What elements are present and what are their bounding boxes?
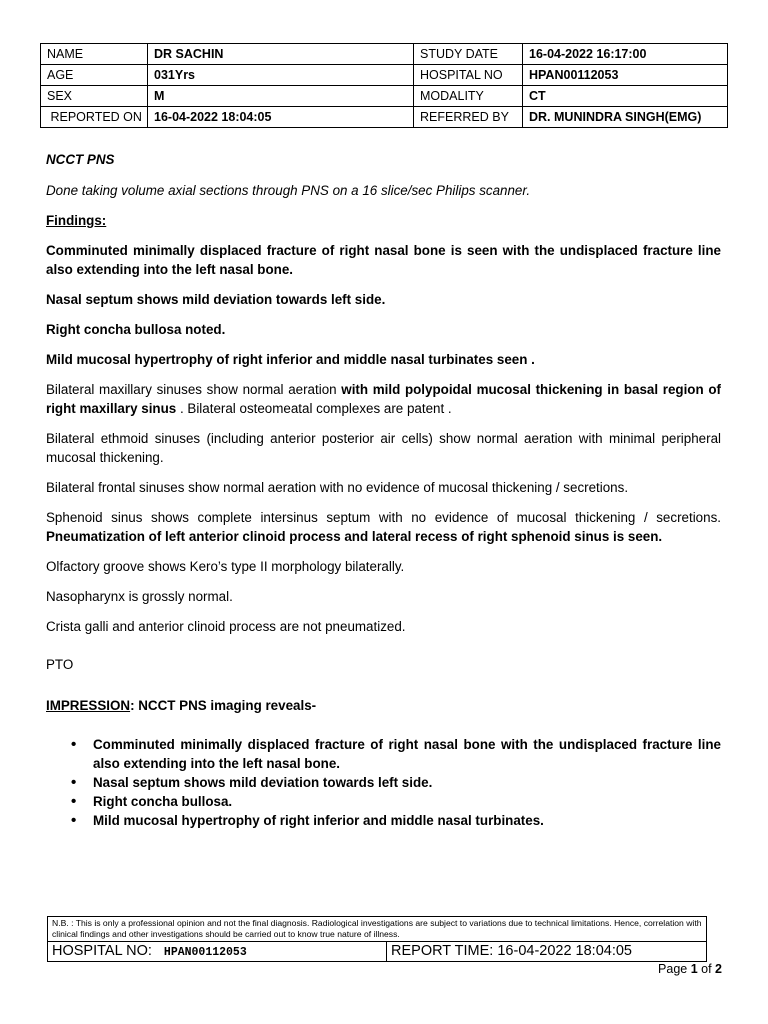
sphenoid-text-a: Sphenoid sinus shows complete intersinus septum with no evidence of mucosal thickening / secretions.	[46, 510, 729, 525]
technique-text: Done taking volume axial sections through PNS on a 16 slice/sec Philips scanner.	[46, 183, 531, 198]
finding-sphenoid	[46, 508, 729, 546]
footer-hospital-value: HPAN00112053	[163, 946, 247, 959]
finding-concha: Right concha bullosa noted.	[46, 322, 226, 337]
list-item: • Comminuted minimally displaced fracture of right nasal bone with the undisplaced fracture line also extending into the left nasal bone.	[93, 735, 721, 773]
finding-maxillary	[46, 380, 721, 418]
maxillary-text-c: . Bilateral osteomeatal complexes are patent .	[176, 401, 452, 416]
footer-report-time: REPORT TIME: 16-04-2022 18:04:05	[391, 943, 632, 959]
footer-hospital-cell	[48, 942, 387, 961]
finding-frontal: Bilateral frontal sinuses show normal aeration with no evidence of mucosal thickening / secretions.	[46, 480, 629, 495]
finding-crista-galli: Crista galli and anterior clinoid process are not pneumatized.	[46, 619, 406, 634]
report-body	[46, 150, 729, 830]
hospital-no-label: HOSPITAL NO	[414, 65, 523, 86]
study-date-value: 16-04-2022 16:17:00	[523, 44, 728, 65]
referred-by-label: REFERRED BY	[414, 107, 523, 128]
referred-by-value: DR. MUNINDRA SINGH(EMG)	[523, 107, 728, 128]
findings-heading: Findings:	[46, 213, 107, 228]
name-label: NAME	[41, 44, 148, 65]
disclaimer-note: N.B. : This is only a professional opinion and not the final diagnosis. Radiological investigations are subject to variations due to technical limitations. Hence, correlation with clinical findings and other investigations should be carried out to know true nature of illness.	[48, 917, 706, 942]
page-number	[600, 962, 722, 976]
pto-text: PTO	[46, 657, 74, 672]
impression-label: IMPRESSION	[46, 698, 131, 713]
footer-row	[48, 942, 706, 961]
finding-nasal-fracture: Comminuted minimally displaced fracture of right nasal bone is seen with the undisplaced fracture line also extending into the left nasal bone.	[46, 243, 721, 277]
patient-info-table	[40, 43, 728, 128]
reported-on-value: 16-04-2022 18:04:05	[148, 107, 414, 128]
maxillary-text-a: Bilateral maxillary sinuses show normal aeration	[46, 382, 342, 397]
impression-heading	[46, 696, 721, 715]
list-item: • Mild mucosal hypertrophy of right inferior and middle nasal turbinates.	[93, 811, 721, 830]
list-item: • Right concha bullosa.	[93, 792, 721, 811]
page-of: of	[697, 962, 716, 976]
age-value: 031Yrs	[148, 65, 414, 86]
hospital-no-value: HPAN00112053	[523, 65, 728, 86]
age-label: AGE	[41, 65, 148, 86]
table-row	[41, 65, 728, 86]
finding-olfactory: Olfactory groove shows Kero’s type II morphology bilaterally.	[46, 559, 405, 574]
sex-label: SEX	[41, 86, 148, 107]
sex-value: M	[148, 86, 414, 107]
footer-box	[47, 916, 707, 962]
study-date-label: STUDY DATE	[414, 44, 523, 65]
footer-hospital-label: HOSPITAL NO:	[52, 943, 152, 959]
reported-on-label: REPORTED ON	[41, 107, 148, 128]
finding-septum: Nasal septum shows mild deviation towards left side.	[46, 292, 386, 307]
table-row	[41, 86, 728, 107]
page-total: 2	[715, 962, 722, 976]
list-item: • Nasal septum shows mild deviation towards left side.	[93, 773, 721, 792]
finding-turbinates: Mild mucosal hypertrophy of right inferior and middle nasal turbinates seen .	[46, 352, 535, 367]
report-title: NCCT PNS	[46, 152, 115, 167]
finding-nasopharynx: Nasopharynx is grossly normal.	[46, 589, 233, 604]
table-row	[41, 107, 728, 128]
sphenoid-text-b: Pneumatization of left anterior clinoid process and lateral recess of right sphenoid sinus is seen.	[46, 529, 663, 544]
table-row	[41, 44, 728, 65]
name-value: DR SACHIN	[148, 44, 414, 65]
impression-rest: : NCCT PNS imaging reveals-	[130, 698, 317, 713]
maxillary-text-b: with mild polypoidal mucosal thickening in basal region of right maxillary sinus	[46, 382, 721, 416]
impression-list	[46, 735, 721, 830]
modality-label: MODALITY	[414, 86, 523, 107]
finding-ethmoid: Bilateral ethmoid sinuses (including anterior posterior air cells) show normal aeration with minimal peripheral mucosal thickening.	[46, 431, 721, 465]
modality-value: CT	[523, 86, 728, 107]
page-current: 1	[690, 962, 698, 976]
page-word: Page	[658, 962, 691, 976]
